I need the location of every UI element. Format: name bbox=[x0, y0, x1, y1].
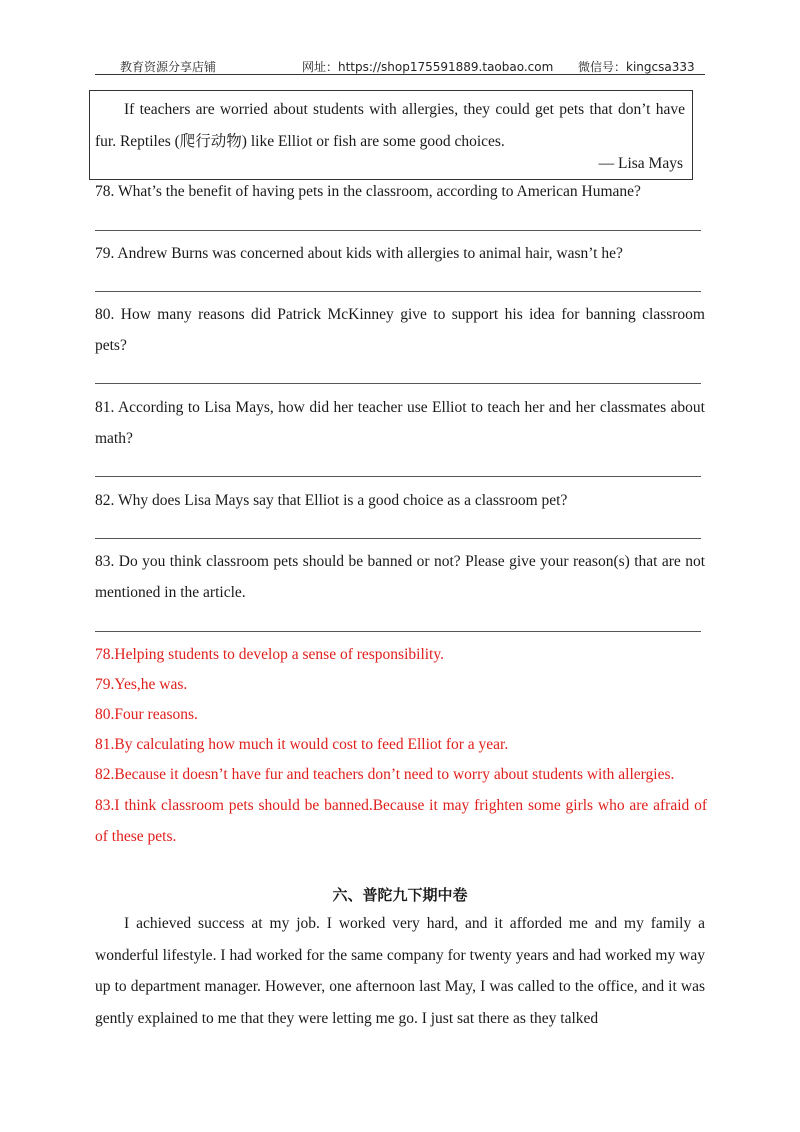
section-title: 六、普陀九下期中卷 bbox=[332, 886, 468, 904]
question-79: 79. Andrew Burns was concerned about kids with allergies to animal hair, wasn’t he? bbox=[95, 245, 623, 262]
answer-line-82 bbox=[95, 538, 701, 539]
answer-82: 82.Because it doesn’t have fur and teachers don’t need to worry about students with allergies. bbox=[95, 766, 675, 783]
answer-line-78 bbox=[95, 230, 701, 231]
question-83: 83. Do you think classroom pets should be banned or not? Please give your reason(s) that are not mentioned in the article. bbox=[95, 553, 705, 601]
answer-line-80 bbox=[95, 383, 701, 384]
question-80: 80. How many reasons did Patrick McKinney give to support his idea for banning classroom pets? bbox=[95, 306, 705, 354]
answer-line-81 bbox=[95, 476, 701, 477]
answer-79: 79.Yes,he was. bbox=[95, 676, 188, 693]
answer-81: 81.By calculating how much it would cost to feed Elliot for a year. bbox=[95, 736, 509, 753]
answer-line-83 bbox=[95, 631, 701, 632]
header-wechat: 微信号：kingcsa333 bbox=[578, 60, 695, 74]
answer-83: 83.I think classroom pets should be banned.Because it may frighten some girls who are afraid of of these pets. bbox=[95, 797, 707, 845]
header-website: 网址：https://shop175591889.taobao.com bbox=[302, 60, 554, 74]
question-81: 81. According to Lisa Mays, how did her teacher use Elliot to teach her and her classmates about math? bbox=[95, 399, 705, 447]
section-body: I achieved success at my job. I worked very hard, and it afforded me and my family a wonderful lifestyle. I had worked for the same company for twenty years and had worked my way up to department manager. However, one afternoon last May, I was called to the office, and it was gently explained to me that they were letting me go. I just sat there as they talked bbox=[95, 915, 705, 1027]
header-divider bbox=[95, 74, 705, 75]
answer-78: 78.Helping students to develop a sense of responsibility. bbox=[95, 646, 444, 663]
passage-text: If teachers are worried about students with allergies, they could get pets that don’t have fur. Reptiles (爬行动物) like Elliot or fish are some good choices. bbox=[95, 101, 685, 150]
answer-80: 80.Four reasons. bbox=[95, 706, 198, 723]
passage-author: — Lisa Mays bbox=[598, 155, 683, 172]
header-shop-name: 教育资源分享店铺 bbox=[120, 60, 217, 74]
answer-line-79 bbox=[95, 291, 701, 292]
question-82: 82. Why does Lisa Mays say that Elliot is a good choice as a classroom pet? bbox=[95, 492, 568, 509]
question-78: 78. What’s the benefit of having pets in the classroom, according to American Humane? bbox=[95, 183, 641, 200]
